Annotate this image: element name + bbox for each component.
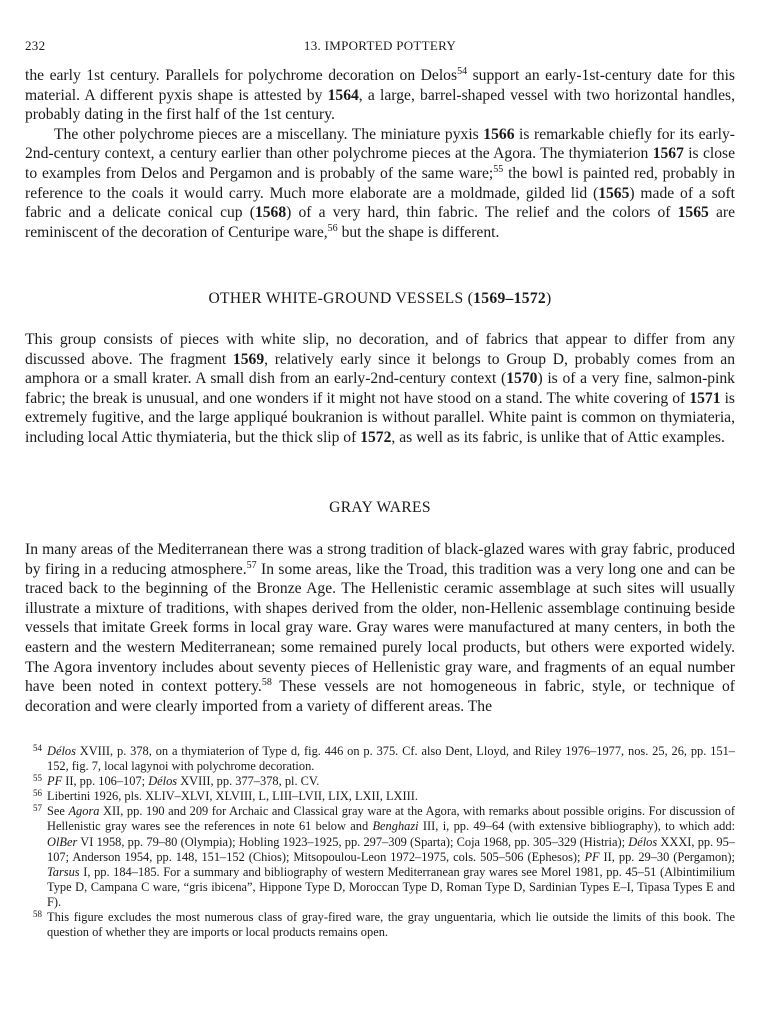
footnote: [25, 910, 735, 940]
catalogue-number: 1570: [506, 370, 538, 388]
white-ground-section: [25, 330, 735, 448]
footnote-text: Benghazi: [372, 819, 419, 834]
footnote-text: PF: [47, 774, 63, 789]
footnote-ref: 58: [261, 677, 272, 689]
footnote-text: Délos: [47, 744, 76, 758]
footnote-number: 55: [33, 773, 42, 784]
catalogue-number: 1565: [677, 204, 709, 222]
footnote-text: XII, pp. 190 and 209 for Archaic and Classical gray ware at the Agora, with remarks about possible origins. For discussion of Hellenistic gray wares see the references in note 61 below and: [47, 804, 735, 834]
footnote-text: XVIII, pp. 377–378, pl. CV.: [177, 774, 320, 789]
paragraph: The other polychrome pieces are a miscellany. The miniature pyxis 1566 is remarkable chiefly for its early-2nd-century context, a century earlier than other polychrome pieces at the Agora. The thymiaterion 1567 is close to examples from Delos and Pergamon and is probably of the same ware;$^{55}$ the bowl is painted red, probably in reference to the coals it would carry. Much more elaborate are a moldmade, gilded lid (1565) made of a soft fabric and a delicate conical cup (1568) of a very hard, thin fabric. The relief and the colors of 1565 are reminiscent of the decoration of Centuripe ware,$^{56}$ but the shape is different.: [25, 125, 736, 241]
footnote-text: Tarsus: [47, 864, 80, 879]
footnote-text: Délos: [148, 774, 178, 789]
footnote-number: 56: [33, 788, 42, 799]
footnote: [25, 789, 735, 804]
footnote-text: Libertini 1926, pls. XLIV–XLVI, XLVIII, L, LIII–LVII, LIX, LXII, LXIII.: [47, 789, 418, 804]
footnote-text: OlBer: [47, 834, 78, 849]
footnote-ref: 54: [457, 66, 468, 77]
section-heading-white-ground: OTHER WHITE-GROUND VESSELS (1569–1572): [208, 290, 552, 307]
chapter-title: 13. IMPORTED POTTERY: [303, 38, 457, 53]
footnote-number: 58: [33, 909, 42, 920]
footnote-number: 54: [33, 743, 42, 753]
catalogue-number: 1568: [254, 204, 287, 222]
footnote-text: II, pp. 106–107;: [62, 774, 149, 789]
footnote-text: VI 1958, pp. 79–80 (Olympia); Hobling 1923–1925, pp. 297–309 (Sparta); Coja 1968, pp. 305–329 (Histria);: [77, 834, 629, 849]
footnote: [25, 744, 735, 774]
footnote: [25, 774, 735, 789]
paragraph: the early 1st century. Parallels for polychrome decoration on Delos$^{54}$ support an early-1st-century date for this material. A different pyxis shape is attested by 1564, a large, barrel-shaped vessel with two horizontal handles, probably dating in the first half of the 1st century.: [25, 66, 735, 124]
catalogue-number: 1572: [360, 428, 392, 446]
running-head: [25, 38, 735, 56]
footnote-text: I, pp. 184–185. For a summary and bibliography of western Mediterranean gray wares see Morel 1981, pp. 45–51 (Albintimilium Type D, Campana C ware, “gris ibicena”, Hippone Type D, Moroccan Type D, Roman Type D, Sardinian Types E–I, Tipasa Types E and F).: [47, 864, 735, 909]
footnote-text: This figure excludes the most numerous class of gray-fired ware, the gray unguentaria, which lie outside the limits of this book. The question of whether they are imports or local products remains open.: [47, 910, 735, 940]
page-number: 232: [25, 38, 46, 53]
catalogue-number: 1567: [652, 145, 684, 163]
footnotes: [25, 744, 735, 940]
gray-wares-section: [25, 540, 735, 716]
footnote-text: III, i, pp. 49–64 (with extensive bibliography), to which add:: [418, 819, 736, 834]
footnote: [25, 804, 735, 910]
footnote-text: Agora: [68, 804, 100, 819]
section-heading-gray-wares: GRAY WARES: [329, 499, 431, 516]
footnote-text: II, pp. 29–30 (Pergamon);: [599, 849, 735, 864]
footnote-ref: 55: [493, 163, 504, 175]
catalogue-number: 1571: [689, 389, 721, 407]
footnote-ref: 57: [246, 559, 257, 571]
paragraph: This group consists of pieces with white slip, no decoration, and of fabrics that appear to differ from any discussed above. The fragment 1569, relatively early since it belongs to Group D, probably comes from an amphora or a small krater. A small dish from an early-2nd-century context (1570) is of a very fine, salmon-pink fabric; the break is unusual, and one wonders if it might not have stood on a stand. The white covering of 1571 is extremely fugitive, and the large appliqué boukranion is without parallel. White paint is common on thymiateria, including local Attic thymiateria, but the thick slip of 1572, as well as its fabric, is unlike that of Attic examples.: [25, 331, 735, 446]
paragraph: In many areas of the Mediterranean there was a strong tradition of black-glazed wares with gray fabric, produced by firing in a reducing atmosphere.$^{57}$ In some areas, like the Troad, this tradition was a very long one and can be traced back to the beginning of the Bronze Age. The Hellenistic ceramic assemblage at such sites will usually illustrate a mixture of traditions, with shapes derived from the older, non-Hellenic assemblage continuing beside vessels that imitate Greek forms in local gray ware. Gray wares were manufactured at many centers, in both the eastern and the western Mediterranean; some remained purely local products, but others were exported widely. The Agora inventory includes about seventy pieces of Hellenistic gray ware, and fragments of an equal number have been noted in context pottery.$^{58}$ These vessels are not homogeneous in fabric, style, or technique of decoration and were clearly imported from a variety of different areas. The: [25, 541, 735, 715]
catalogue-number: 1566: [483, 125, 515, 143]
footnote-ref: 56: [327, 222, 338, 234]
footnote-text: XVIII, p. 378, on a thymiaterion of Type d, fig. 446 on p. 375. Cf. also Dent, Lloyd, and Riley 1976–1977, nos. 25, 26, pp. 151–152, fig. 7, local lagynoi with polychrome decoration.: [47, 744, 735, 774]
catalogue-number: 1569: [232, 350, 265, 368]
opening-paragraphs: [25, 66, 735, 242]
footnote-text: See: [47, 804, 69, 819]
catalogue-number: 1564: [327, 86, 359, 104]
footnote-number: 57: [33, 803, 42, 814]
footnote-text: XXXI, pp. 95–107; Anderson 1954, pp. 148, 151–152 (Chios); Mitsopoulou-Leon 1972–1975, cols. 505–506 (Ephesos);: [47, 834, 736, 864]
footnote-text: Délos: [628, 834, 658, 849]
catalogue-number: 1565: [598, 184, 630, 202]
footnote-text: PF: [584, 849, 600, 864]
